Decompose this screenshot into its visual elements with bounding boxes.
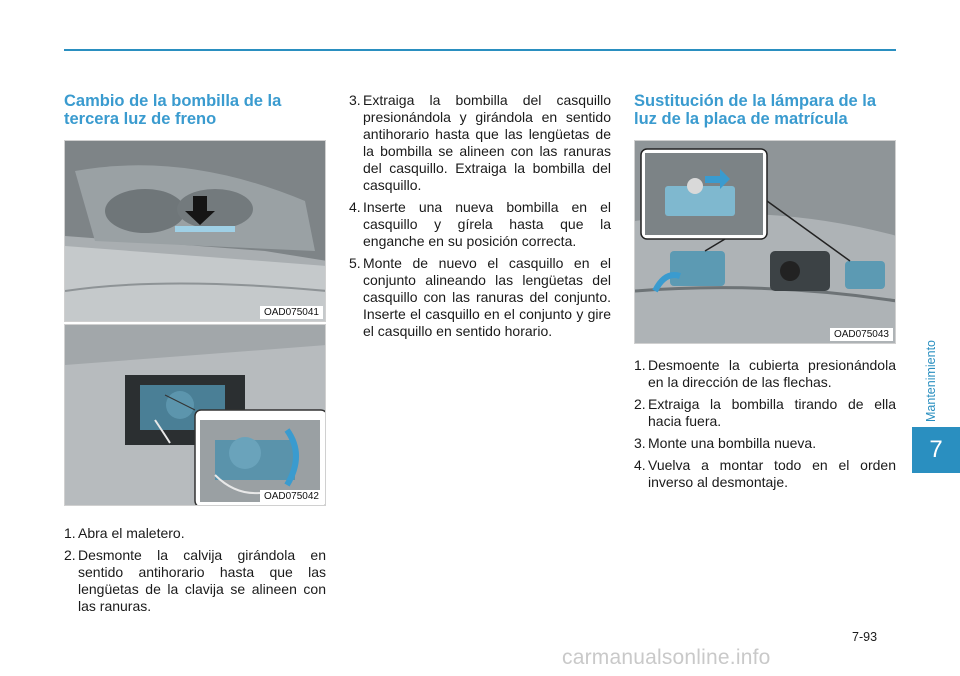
section-title-license-plate-light: Sustitución de la lámpara de la luz de la placa de matrícula xyxy=(634,92,877,128)
figure-code: OAD075041 xyxy=(260,306,323,319)
section-side-label: Mantenimiento xyxy=(924,340,938,422)
top-rule xyxy=(64,49,896,51)
figure-code: OAD075042 xyxy=(260,490,323,503)
list-item: 3. Monte una bombilla nueva. xyxy=(634,435,817,451)
list-item: 3. Extraiga la bombilla del casquillo presionándola y girándola en sentido antihorario hasta que las lengüetas de la bombilla se alineen con las ranuras del casquillo. Extraiga la bombilla del casquillo. xyxy=(349,92,611,193)
watermark: carmanualsonline.info xyxy=(562,646,771,669)
steps-list xyxy=(349,92,611,340)
page-number: 7-93 xyxy=(852,630,878,644)
steps-list xyxy=(64,525,326,615)
column-right xyxy=(634,92,896,496)
figure-code: OAD075043 xyxy=(830,328,893,341)
lamp-socket-illustration xyxy=(65,325,326,506)
list-item: 5. Monte de nuevo el casquillo en el conjunto alineando las lengüetas del casquillo con las ranuras del conjunto. Inserte el casquillo en el conjunto y gire el casquillo en sentido horario. xyxy=(349,255,611,339)
list-item: 2. Desmonte la calvija girándola en sentido antihorario hasta que las lengüetas de la clavija se alineen con las ranuras. xyxy=(64,547,326,614)
column-left xyxy=(64,92,326,620)
list-item: 1. Abra el maletero. xyxy=(64,525,185,541)
section-title-third-brake-light: Cambio de la bombilla de la tercera luz de freno xyxy=(64,92,282,128)
column-middle xyxy=(349,92,611,345)
figure-lamp-socket xyxy=(64,324,326,506)
license-plate-lamp-illustration xyxy=(635,141,896,344)
rear-window-illustration xyxy=(65,141,326,322)
list-item: 4. Vuelva a montar todo en el orden inverso al desmontaje. xyxy=(634,457,896,490)
figure-rear-window xyxy=(64,140,326,322)
list-item: 1. Desmoente la cubierta presionándola en la dirección de las flechas. xyxy=(634,357,896,390)
list-item: 4. Inserte una nueva bombilla en el casquillo y gírela hasta que la enganche en su posición correcta. xyxy=(349,199,611,249)
list-item: 2. Extraiga la bombilla tirando de ella hacia fuera. xyxy=(634,396,896,429)
chapter-tab[interactable]: 7 xyxy=(912,427,960,473)
steps-list xyxy=(634,357,896,491)
figure-license-plate-lamp xyxy=(634,140,896,344)
